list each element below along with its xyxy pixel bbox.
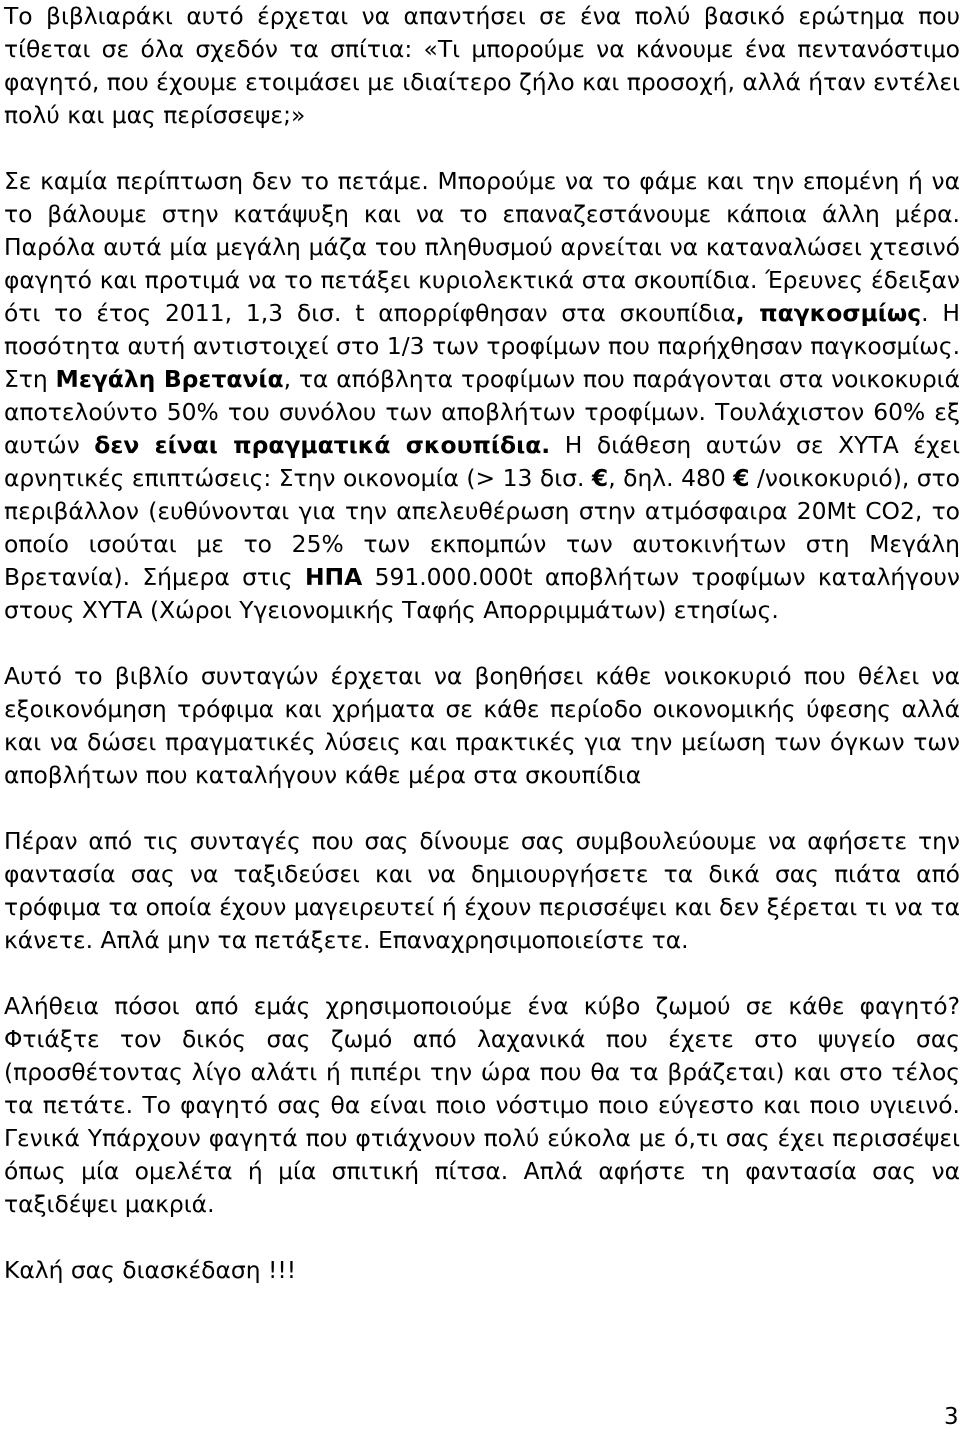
text-run: Η διάθεση αυτών σε ΧΥΤΑ έχει αρνητικές επιπτώσεις: Στην οικονομία (> 13 δισ. <box>4 431 960 492</box>
text-run: /νοικοκυριό), στο περιβάλλον (ευθύνονται για την απελευθέρωση στην ατμόσφαιρα 20Mt CO2, το οποίο ισούται με το 25% των εκπομπών των αυτοκινήτων στη Μεγάλη Βρετανία). Σήμερα στις <box>4 464 960 591</box>
text-run: Το βιβλιαράκι αυτό έρχεται να απαντήσει σε ένα πολύ βασικό ερώτημα που τίθεται σε όλα σχεδόν τα σπίτια: «Τι μπορούμε να κάνουμε ένα πεντανόστιμο φαγητό, που έχουμε ετοιμάσει με ιδιαίτερο ζήλο και προσοχή, αλλά ήταν εντέλει πολύ και μας περίσσεψε;» <box>4 2 960 129</box>
bold-text-run: € <box>733 464 750 492</box>
text-run: Καλή σας διασκέδαση !!! <box>4 1256 297 1284</box>
bold-text-run: Μεγάλη Βρετανία <box>55 365 284 393</box>
text-run: . Η ποσότητα αυτή αντιστοιχεί στο 1/3 των τροφίμων που παρήχθησαν παγκοσμίως. Στη <box>4 299 960 393</box>
paragraph-intro <box>4 0 960 132</box>
text-run: 591.000.000t αποβλήτων τροφίμων καταλήγουν στους ΧΥΤΑ (Χώροι Υγειονομικής Ταφής Απορριμμάτων) ετησίως. <box>4 563 960 624</box>
document-page <box>4 0 960 1287</box>
text-run: Αυτό το βιβλίο συνταγών έρχεται να βοηθήσει κάθε νοικοκυριό που θέλει να εξοικονόμηση τρόφιμα και χρήματα σε κάθε περίοδο οικονομικής ύφεσης αλλά και να δώσει πραγματικές λύσεις και πρακτικές για την μείωση των όγκων των αποβλήτων που καταλήγουν κάθε μέρα στα σκουπίδια <box>4 662 960 789</box>
paragraph-food-waste-statistics <box>4 165 960 627</box>
text-run: Πέραν από τις συνταγές που σας δίνουμε σας συμβουλεύουμε να αφήσετε την φαντασία σας να ταξιδεύσει και να δημιουργήσετε τα δικά σας πιάτα από τρόφιμα τα οποία έχουν μαγειρευτεί ή έχουν περισσέψει και δεν ξέρεται τι να τα κάνετε. Απλά μην τα πετάξετε. Επαναχρησιμοποιείστε τα. <box>4 827 960 954</box>
text-run: , τα απόβλητα τροφίμων που παράγονται στα νοικοκυριά αποτελούντο 50% του συνόλου των αποβλήτων τροφίμων. Τουλάχιστον 60% εξ αυτών <box>4 365 960 459</box>
bold-text-run: € <box>591 464 609 492</box>
text-run: Σε καμία περίπτωση δεν το πετάμε. Μπορούμε να το φάμε και την επομένη ή να το βάλουμε στην κατάψυξη και να το επαναζεστάνουμε κάποια άλλη μέρα. Παρόλα αυτά μία μεγάλη μάζα του πληθυσμού αρνείται να καταναλώσει χτεσινό φαγητό και προτιμά να το πετάξει κυριολεκτικά στα σκουπίδια. Έρευνες έδειξαν ότι το έτος 2011, 1,3 δισ. t απορρίφθησαν στα σκουπίδια <box>4 167 960 327</box>
paragraph-closing <box>4 1254 960 1287</box>
bold-text-run: , παγκοσμίως <box>735 299 922 327</box>
text-run: Αλήθεια πόσοι από εμάς χρησιμοποιούμε ένα κύβο ζωμού σε κάθε φαγητό? Φτιάξτε τον δικός σας ζωμό από λαχανικά που έχετε στο ψυγείο σας (προσθέτοντας λίγο αλάτι ή πιπέρι την ώρα που θα τα βράζεται) και στο τέλος τα πετάτε. Το φαγητό σας θα είναι ποιο νόστιμο ποιο εύγεστο και ποιο υγιεινό. Γενικά Υπάρχουν φαγητά που φτιάχνουν πολύ εύκολα με ό,τι σας έχει περισσέψει όπως μία ομελέτα ή μία σπιτική πίτσα. Απλά αφήστε τη φαντασία σας να ταξιδέψει μακριά. <box>4 992 960 1218</box>
bold-text-run: ΗΠΑ <box>304 563 363 591</box>
bold-text-run: δεν είναι πραγματικά σκουπίδια. <box>94 431 551 459</box>
paragraph-book-purpose <box>4 660 960 792</box>
page-number: 3 <box>944 1404 959 1430</box>
paragraph-stock-tip <box>4 990 960 1221</box>
text-run: , δηλ. 480 <box>608 464 734 492</box>
paragraph-imagination-advice <box>4 825 960 957</box>
